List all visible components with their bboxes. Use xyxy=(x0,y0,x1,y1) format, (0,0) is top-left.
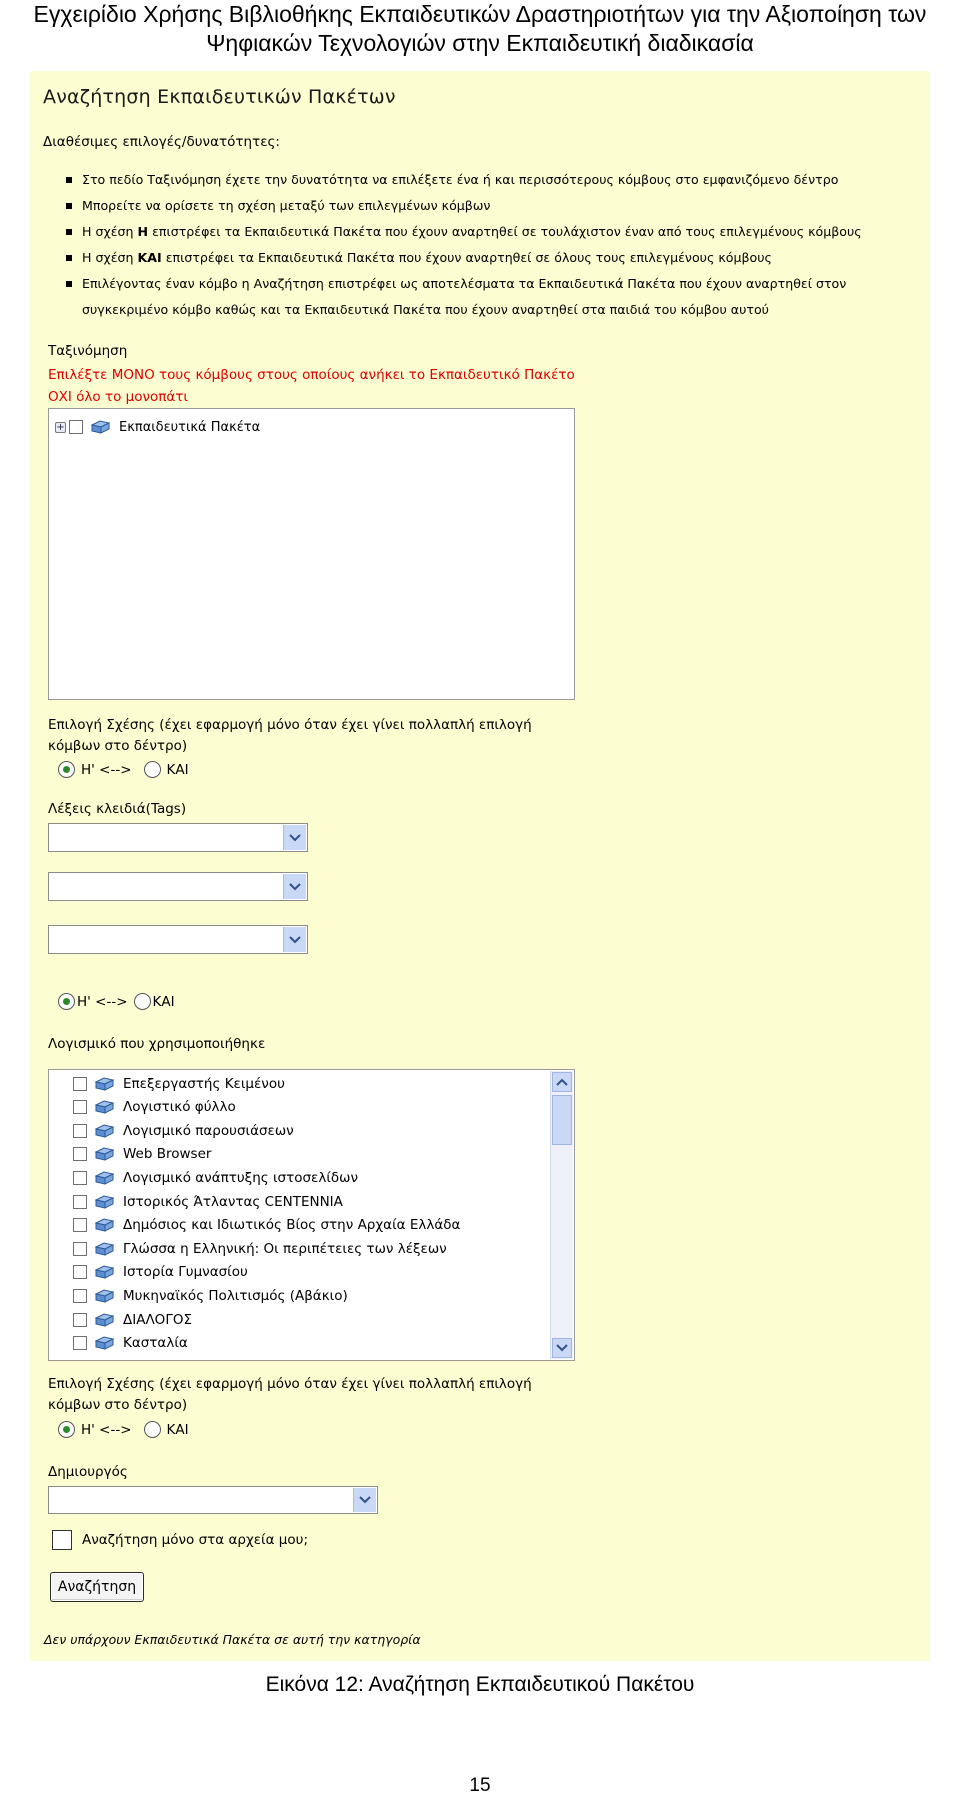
package-icon xyxy=(93,1123,115,1139)
tags-select-3[interactable] xyxy=(48,925,308,954)
figure-caption: Εικόνα 12: Αναζήτηση Εκπαιδευτικού Πακέτου xyxy=(265,1673,695,1696)
list-item[interactable] xyxy=(73,1284,348,1307)
package-icon xyxy=(93,1288,115,1304)
software-item-label[interactable]: Ιστορικός Άτλαντας CENTENNIA xyxy=(123,1193,343,1210)
package-icon xyxy=(93,1217,115,1233)
my-files-label: Αναζήτηση μόνο στα αρχεία μου; xyxy=(82,1532,309,1548)
radio-or-label: Η' <--> xyxy=(81,761,132,778)
chevron-down-icon[interactable] xyxy=(283,874,306,899)
chevron-down-icon xyxy=(556,1344,568,1352)
creator-label: Δημιουργός xyxy=(48,1464,128,1480)
tags-relation-radio-group xyxy=(58,993,175,1010)
tags-select-1[interactable] xyxy=(48,823,308,852)
package-icon xyxy=(93,1076,115,1092)
software-checkbox[interactable] xyxy=(73,1171,87,1185)
list-item[interactable] xyxy=(73,1190,343,1213)
package-icon xyxy=(93,1241,115,1257)
radio-and-label: ΚΑΙ xyxy=(166,1421,189,1438)
software-label: Λογισμικό που χρησιμοποιήθηκε xyxy=(48,1036,266,1052)
software-checkbox[interactable] xyxy=(73,1077,87,1091)
list-item: Μπορείτε να ορίσετε τη σχέση μεταξύ των επιλεγμένων κόμβων xyxy=(66,193,916,219)
software-checkbox[interactable] xyxy=(73,1147,87,1161)
my-files-checkbox[interactable] xyxy=(52,1530,72,1550)
software-item-label[interactable]: Λογισμικό ανάπτυξης ιστοσελίδων xyxy=(123,1169,359,1186)
radio-or-label: Η' <--> xyxy=(77,993,128,1010)
list-item[interactable] xyxy=(73,1166,358,1189)
chevron-up-icon xyxy=(556,1078,568,1086)
chevron-down-icon[interactable] xyxy=(283,825,306,850)
software-item-label[interactable]: Επεξεργαστής Κειμένου xyxy=(123,1075,285,1092)
tree-node-checkbox[interactable] xyxy=(69,420,83,434)
taxonomy-warning: Επιλέξτε ΜΟΝΟ τους κόμβους στους οποίους ανήκει το Εκπαιδευτικό Πακέτο xyxy=(48,367,575,383)
package-icon xyxy=(93,1146,115,1162)
list-item[interactable] xyxy=(73,1119,294,1142)
tags-select-2[interactable] xyxy=(48,872,308,901)
software-item-label[interactable]: Δημόσιος και Ιδιωτικός Βίος στην Αρχαία Ελλάδα xyxy=(123,1217,461,1234)
taxonomy-warning-path: ΟΧΙ όλο το μονοπάτι xyxy=(48,389,188,405)
package-icon xyxy=(89,419,111,435)
creator-select[interactable] xyxy=(48,1486,378,1514)
software-checkbox[interactable] xyxy=(73,1100,87,1114)
header-line-2: Ψηφιακών Τεχνολογιών στην Εκπαιδευτική διαδικασία xyxy=(206,30,754,56)
list-item: Στο πεδίο Ταξινόμηση έχετε την δυνατότητα να επιλέξετε ένα ή και περισσότερους κόμβους στο εμφανιζόμενο δέντρο xyxy=(66,167,916,193)
expand-icon[interactable]: + xyxy=(56,421,65,433)
page-title: Αναζήτηση Εκπαιδευτικών Πακέτων xyxy=(43,86,396,108)
software-item-label[interactable]: Γλώσσα η Ελληνική: Οι περιπέτειες των λέξεων xyxy=(123,1240,447,1257)
radio-and[interactable] xyxy=(134,993,151,1010)
chevron-down-icon[interactable] xyxy=(353,1488,376,1512)
package-icon xyxy=(93,1264,115,1280)
relation-radio-group xyxy=(58,761,189,778)
radio-or[interactable] xyxy=(58,1421,75,1438)
software-item-label[interactable]: Λογιστικό φύλλο xyxy=(123,1099,236,1116)
software-checkbox[interactable] xyxy=(73,1124,87,1138)
radio-or[interactable] xyxy=(58,761,75,778)
tags-label: Λέξεις κλειδιά(Tags) xyxy=(48,801,187,817)
list-item[interactable] xyxy=(73,1308,192,1331)
package-icon xyxy=(93,1099,115,1115)
software-checkbox[interactable] xyxy=(73,1265,87,1279)
software-checkbox[interactable] xyxy=(73,1195,87,1209)
software-relation-radio-group xyxy=(58,1421,189,1438)
page-number: 15 xyxy=(469,1775,491,1796)
package-icon xyxy=(93,1312,115,1328)
tree-node-root[interactable] xyxy=(55,417,260,437)
radio-and[interactable] xyxy=(144,761,161,778)
list-item[interactable] xyxy=(73,1072,285,1095)
chevron-down-icon[interactable] xyxy=(283,927,306,952)
list-item[interactable] xyxy=(73,1261,248,1284)
tree-node-label[interactable]: Εκπαιδευτικά Πακέτα xyxy=(119,419,261,435)
list-item[interactable] xyxy=(73,1332,188,1355)
list-item[interactable] xyxy=(73,1214,460,1237)
software-item-label[interactable]: Ιστορία Γυμνασίου xyxy=(123,1264,248,1281)
radio-and[interactable] xyxy=(144,1421,161,1438)
no-results-message: Δεν υπάρχουν Εκπαιδευτικά Πακέτα σε αυτή την κατηγορία xyxy=(44,1632,421,1647)
software-item-label[interactable]: Web Browser xyxy=(123,1146,212,1163)
search-button[interactable]: Αναζήτηση xyxy=(50,1572,144,1602)
search-screen xyxy=(30,71,930,1661)
options-heading: Διαθέσιμες επιλογές/δυνατότητες: xyxy=(43,134,280,150)
software-checkbox[interactable] xyxy=(73,1218,87,1232)
my-files-option[interactable] xyxy=(52,1530,308,1550)
list-item[interactable] xyxy=(73,1096,236,1119)
radio-or[interactable] xyxy=(58,993,75,1010)
relation-label: Επιλογή Σχέσης (έχει εφαρμογή μόνο όταν έχει γίνει πολλαπλή επιλογή κόμβων στο δέντρο) xyxy=(48,717,532,754)
software-list[interactable] xyxy=(48,1069,575,1361)
radio-and-label: ΚΑΙ xyxy=(152,993,175,1010)
list-item[interactable] xyxy=(73,1143,211,1166)
radio-or-label: Η' <--> xyxy=(81,1421,132,1438)
software-checkbox[interactable] xyxy=(73,1313,87,1327)
scroll-up-button[interactable] xyxy=(552,1072,572,1092)
list-item: Η σχέση Η επιστρέφει τα Εκπαιδευτικά Πακέτα που έχουν αναρτηθεί σε τουλάχιστον έναν από τους επιλεγμένους κόμβους xyxy=(66,219,916,245)
software-relation-label: Επιλογή Σχέσης (έχει εφαρμογή μόνο όταν έχει γίνει πολλαπλή επιλογή κόμβων στο δέντρο) xyxy=(48,1376,532,1413)
scroll-down-button[interactable] xyxy=(552,1338,572,1358)
options-list xyxy=(66,167,916,323)
taxonomy-tree[interactable] xyxy=(48,408,575,700)
software-item-label[interactable]: Λογισμικό παρουσιάσεων xyxy=(123,1122,294,1139)
software-checkbox[interactable] xyxy=(73,1289,87,1303)
package-icon xyxy=(93,1170,115,1186)
package-icon xyxy=(93,1194,115,1210)
list-item: Η σχέση ΚΑΙ επιστρέφει τα Εκπαιδευτικά Πακέτα που έχουν αναρτηθεί σε όλους τους επιλεγμένους κόμβους xyxy=(66,245,916,271)
taxonomy-label: Ταξινόμηση xyxy=(48,343,128,359)
list-item: Επιλέγοντας έναν κόμβο η Αναζήτηση επιστρέφει ως αποτελέσματα τα Εκπαιδευτικά Πακέτα που έχουν αναρτηθεί στον συγκεκριμένο κόμβο καθώς και τα Εκπαιδευτικά Πακέτα που έχουν αναρτηθεί στα παιδιά του κόμβου αυτού xyxy=(66,271,916,323)
document-header xyxy=(0,0,960,58)
list-item[interactable] xyxy=(73,1237,447,1260)
software-item-label[interactable]: Μυκηναϊκός Πολιτισμός (Αβάκιο) xyxy=(123,1287,348,1304)
package-icon xyxy=(93,1335,115,1351)
scrollbar[interactable] xyxy=(550,1071,573,1359)
scroll-thumb[interactable] xyxy=(552,1095,572,1145)
software-item-label[interactable]: Κασταλία xyxy=(123,1335,188,1352)
software-checkbox[interactable] xyxy=(73,1336,87,1350)
software-item-label[interactable]: ΔΙΑΛΟΓΟΣ xyxy=(123,1311,192,1328)
radio-and-label: ΚΑΙ xyxy=(166,761,189,778)
software-checkbox[interactable] xyxy=(73,1242,87,1256)
header-line-1: Εγχειρίδιο Χρήσης Βιβλιοθήκης Εκπαιδευτικών Δραστηριοτήτων για την Αξιοποίηση των xyxy=(33,1,927,27)
